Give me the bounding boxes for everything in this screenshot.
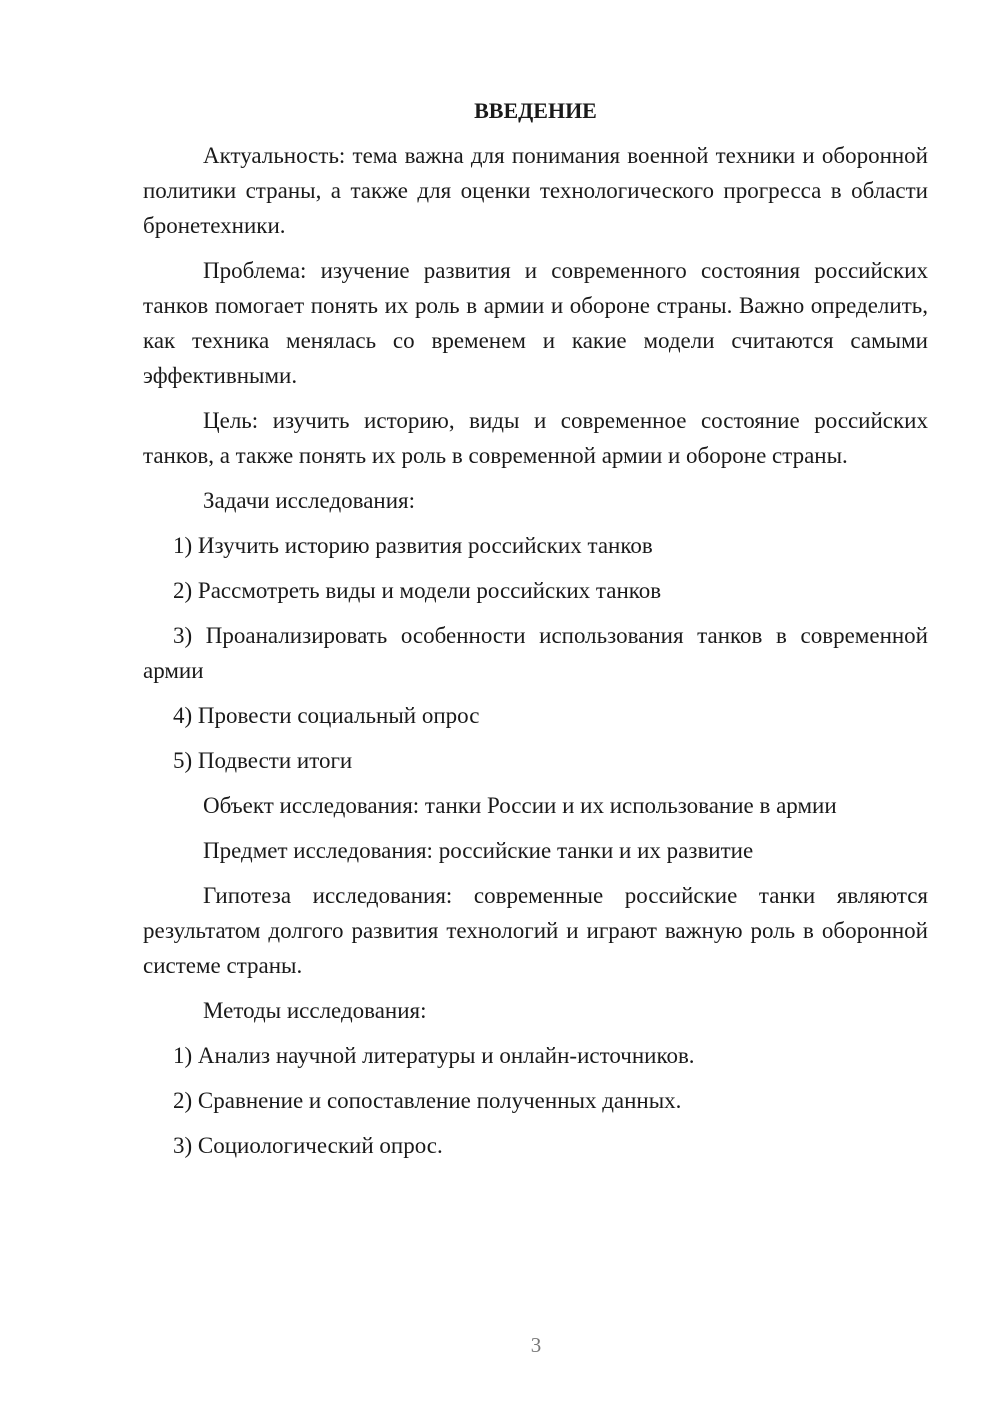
methods-heading: Методы исследования: [203, 998, 427, 1023]
method-item: 3) Социологический опрос. [173, 1133, 443, 1158]
subject-paragraph: Предмет исследования: российские танки и их развитие [203, 838, 754, 863]
task-item: 5) Подвести итоги [173, 748, 353, 773]
tasks-heading: Задачи исследования: [203, 488, 416, 513]
relevance-paragraph: Актуальность: тема важна для понимания военной техники и оборонной политики страны, а также для оценки технологического прогресса в области бронетехники. [143, 143, 928, 238]
task-item: 2) Рассмотреть виды и модели российских танков [173, 578, 662, 603]
hypothesis-paragraph: Гипотеза исследования: современные российские танки являются результатом долгого развития технологий и играют важную роль в оборонной системе страны. [143, 883, 928, 978]
method-item: 2) Сравнение и сопоставление полученных данных. [173, 1088, 682, 1113]
method-item: 1) Анализ научной литературы и онлайн-источников. [173, 1043, 695, 1068]
section-title: ВВЕДЕНИЕ [474, 98, 597, 123]
document-body [143, 93, 928, 1173]
problem-paragraph: Проблема: изучение развития и современного состояния российских танков помогает понять их роль в армии и обороне страны. Важно определить, как техника менялась со временем и какие модели считаются самыми эффективными. [143, 258, 928, 388]
task-item: 3) Проанализировать особенности использования танков в современной армии [143, 623, 928, 683]
goal-paragraph: Цель: изучить историю, виды и современное состояние российских танков, а также понять их роль в современной армии и обороне страны. [143, 408, 928, 468]
object-paragraph: Объект исследования: танки России и их использование в армии [203, 793, 837, 818]
page-number: 3 [530, 1333, 542, 1357]
task-item: 4) Провести социальный опрос [173, 703, 480, 728]
task-item: 1) Изучить историю развития российских танков [173, 533, 653, 558]
